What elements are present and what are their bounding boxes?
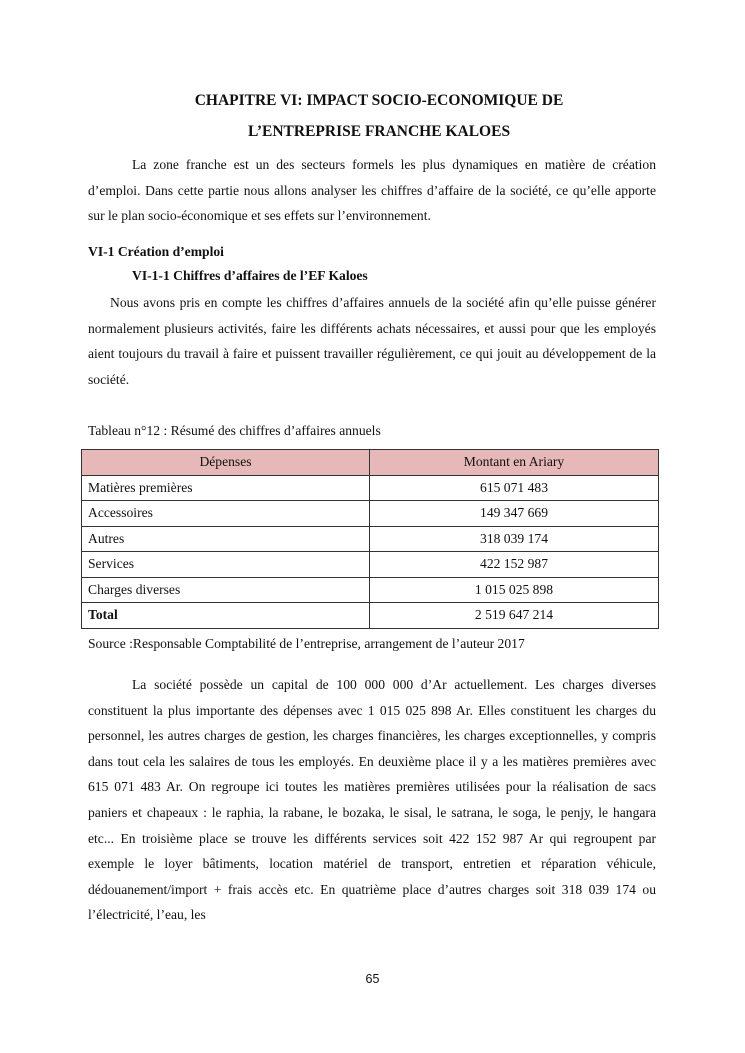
table-source: Source :Responsable Comptabilité de l’entreprise, arrangement de l’auteur 2017 [88, 636, 525, 651]
page-number: 65 [365, 972, 380, 986]
table-row [82, 501, 659, 527]
chapter-title-line2: L’ENTREPRISE FRANCHE KALOES [247, 123, 511, 140]
section-paragraph: Nous avons pris en compte les chiffres d’affaires annuels de la société afin qu’elle puisse générer normalement plusieurs activités, faire les différents achats nécessaires, et aussi pour que les employés aient toujours du travail à faire et puissent travailler régulièrement, ce qui jouit au développement de la société. [88, 295, 656, 387]
header-depenses: Dépenses [82, 450, 370, 476]
row-label: Autres [82, 526, 370, 552]
table-total-row [82, 603, 659, 629]
row-amount: 318 039 174 [370, 526, 659, 552]
chapter-title-line1: CHAPITRE VI: IMPACT SOCIO-ECONOMIQUE DE [194, 92, 564, 109]
analysis-paragraph: La société possède un capital de 100 000 000 d’Ar actuellement. Les charges diverses constituent la plus importante des dépenses avec 1 015 025 898 Ar. Elles constituent les charges du personnel, les autres charges de gestion, les charges financières, les charges exceptionnelles, y compris dans tout cela les salaires de tous les employés. En deuxième place il y a les matières premières avec 615 071 483 Ar. On regroupe ici toutes les matières premières utilisées pour la réalisation de sacs paniers et chapeaux : le raphia, la rabane, le bozaka, le sisal, le satrana, le soga, le penjy, le hangara etc... En troisième place se trouve les différents services soit 422 152 987 Ar qui regroupent par exemple le loyer bâtiments, location matériel de transport, entretien et réparation véhicule, dédouanement/import + frais accès etc. En quatrième place d’autres charges soit 318 039 174 ou l’électricité, l’eau, les [88, 677, 656, 923]
header-montant: Montant en Ariary [370, 450, 659, 476]
total-label: Total [82, 603, 370, 629]
row-amount: 615 071 483 [370, 475, 659, 501]
row-label: Charges diverses [82, 577, 370, 603]
row-amount: 1 015 025 898 [370, 577, 659, 603]
section-heading: VI-1 Création d’emploi [88, 244, 224, 259]
row-amount: 422 152 987 [370, 552, 659, 578]
row-label: Services [82, 552, 370, 578]
table-row [82, 475, 659, 501]
row-label: Matières premières [82, 475, 370, 501]
row-label: Accessoires [82, 501, 370, 527]
table-header-row [82, 450, 659, 476]
intro-paragraph: La zone franche est un des secteurs formels les plus dynamiques en matière de création d’emploi. Dans cette partie nous allons analyser les chiffres d’affaire de la société, ce qu’elle apporte sur le plan socio-économique et ses effets sur l’environnement. [88, 157, 656, 224]
revenue-table [81, 449, 659, 629]
row-amount: 149 347 669 [370, 501, 659, 527]
table-row [82, 526, 659, 552]
total-amount: 2 519 647 214 [370, 603, 659, 629]
table-row [82, 552, 659, 578]
subsection-heading: VI-1-1 Chiffres d’affaires de l’EF Kaloes [132, 268, 368, 283]
table-row [82, 577, 659, 603]
table-caption: Tableau n°12 : Résumé des chiffres d’affaires annuels [88, 423, 381, 438]
